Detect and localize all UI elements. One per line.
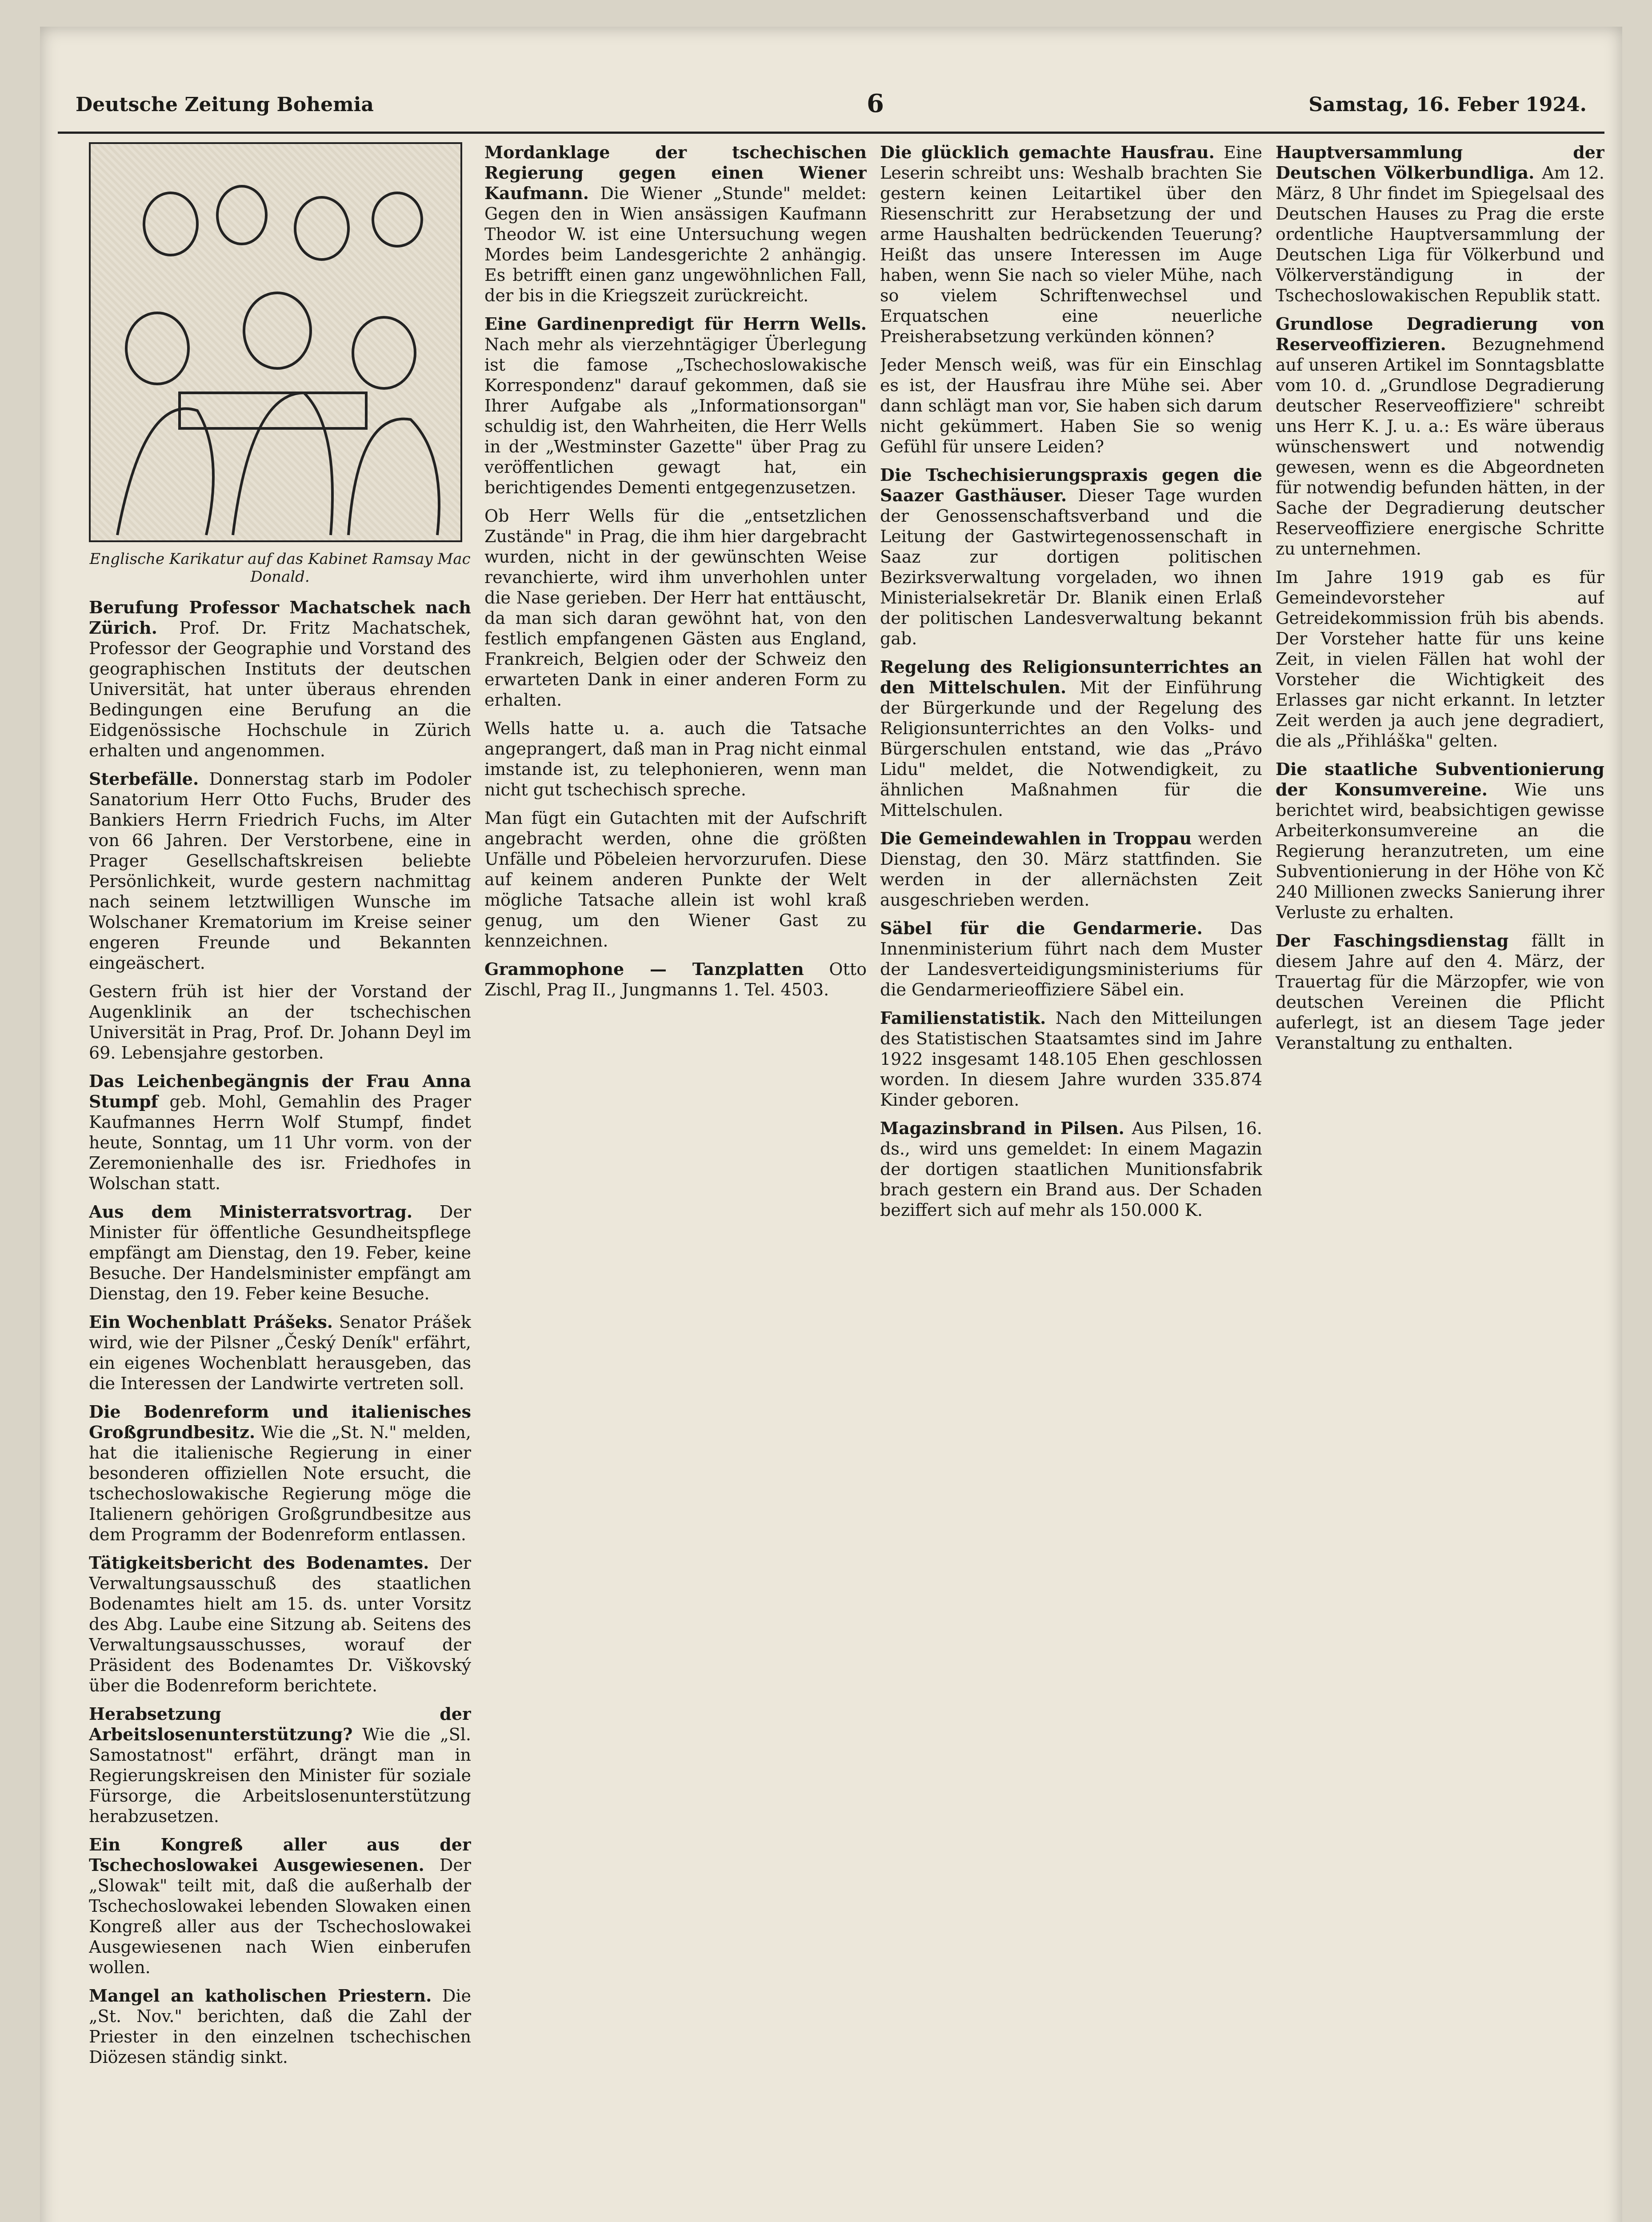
article: [484, 959, 867, 1000]
article: [484, 808, 867, 951]
article-headline: Das Leichenbegängnis der Frau Anna Stumpf: [89, 1071, 471, 1111]
article-headline: Tätigkeitsbericht des Bodenamtes.: [89, 1553, 429, 1573]
article-headline: Ein Kongreß aller aus der Tschechoslowakei Ausgewiesenen.: [89, 1834, 471, 1875]
article-headline: Berufung Professor Machatschek nach Zürich.: [89, 597, 471, 638]
cartoon-drawing-icon: [91, 144, 460, 540]
article-headline: Grammophone — Tanzplatten: [484, 959, 804, 979]
column-3-articles: [880, 142, 1262, 1220]
page-header: [58, 84, 1604, 120]
article: [484, 142, 867, 306]
article-headline: Mangel an katholischen Priestern.: [89, 1986, 432, 2006]
article: [880, 1008, 1262, 1110]
article-headline: Die Tschechisierungspraxis gegen die Saazer Gasthäuser.: [880, 465, 1262, 505]
column-1-articles: [89, 597, 471, 2067]
article-headline: Familienstatistik.: [880, 1008, 1046, 1028]
article-headline: Der Faschingsdienstag: [1276, 931, 1509, 951]
article-body: Bezugnehmend auf unseren Artikel im Sonntagsblatte vom 10. d. „Grundlose Degradierung deutscher Reserveoffiziere" schreibt uns Herr K. J. u. a.: Es wäre überaus wünschenswert und notwendig gewesen, wenn es die Abgeordneten für notwendig befunden hätten, in der Sache der Degradierung deutscher Reserveoffiziere energische Schritte zu unternehmen.: [1276, 335, 1604, 559]
article-headline: Die Bodenreform und italienisches Großgrundbesitz.: [89, 1402, 471, 1442]
article-body: Die „St. Nov." berichten, daß die Zahl der Priester in den einzelnen tschechischen Diözesen ständig sinkt.: [89, 1986, 471, 2067]
issue-date: Samstag, 16. Feber 1924.: [1308, 93, 1587, 116]
article-body: fällt in diesem Jahre auf den 4. März, der Trauertag für die Märzopfer, wie von deutschen Vereinen die Pflicht auferlegt, ist an diesem Tage jeder Veranstaltung zu enthalten.: [1276, 931, 1604, 1053]
article-headline: Grundlose Degradierung von Reserveoffizieren.: [1276, 314, 1604, 354]
article-headline: Die staatliche Subventionierung der Konsumvereine.: [1276, 759, 1604, 799]
column-2: [484, 142, 867, 2222]
article-body: Prof. Dr. Fritz Machatschek, Professor der Geographie und Vorstand des geographischen Instituts der deutschen Universität, hat unter überaus ehrenden Bedingungen eine Berufung an die Eidgenössische Hochschule in Zürich erhalten und angenommen.: [89, 618, 471, 760]
article-body: Donnerstag starb im Podoler Sanatorium Herr Otto Fuchs, Bruder des Bankiers Herrn Friedrich Fuchs, im Alter von 66 Jahren. Der Verstorbene, eine in Prager Gesellschaftskreisen beliebte Persönlichkeit, wurde gestern nachmittag nach seinem letztwilligen Wunsche im Wolschaner Krematorium im Kreise seiner engeren Freunde und Bekannten eingeäschert.: [89, 769, 471, 973]
column-4-articles: [1276, 142, 1604, 1053]
article-headline: Die Gemeindewahlen in Troppau: [880, 828, 1192, 848]
article-headline: Sterbefälle.: [89, 769, 199, 789]
article-body: Der Minister für öffentliche Gesundheitspflege empfängt am Dienstag, den 19. Feber, keine Besuche. Der Handelsminister empfängt am Dienstag, den 19. Feber keine Besuche.: [89, 1202, 471, 1303]
article: [89, 769, 471, 973]
article: [880, 142, 1262, 347]
cartoon-illustration: [89, 142, 462, 542]
article: [484, 506, 867, 710]
article: [484, 314, 867, 498]
article-headline: Mordanklage der tschechischen Regierung gegen einen Wiener Kaufmann.: [484, 142, 867, 203]
article-body: Wie uns berichtet wird, beabsichtigen gewisse Arbeiterkonsumvereine an die Regierung heranzutreten, um eine Subventionierung in der Höhe von Kč 240 Millionen zwecks Sanierung ihrer Verluste zu erhalten.: [1276, 780, 1604, 922]
article-body: Nach mehr als vierzehntägiger Überlegung ist die famose „Tschechoslowakische Korrespondenz" darauf gekommen, daß sie Ihrer Aufgabe als „Informationsorgan" schuldig ist, den Wahrheiten, die Herr Wells in der „Westminster Gazette" über Prag zu veröffentlichen gewagt hat, ein berichtigendes Dementi entgegenzusetzen.: [484, 335, 867, 497]
article-body: Man fügt ein Gutachten mit der Aufschrift angebracht werden, ohne die größten Unfälle und Pöbeleien hervorzurufen. Diese auf keinem anderen Punkte der Welt mögliche Tatsache allein ist wohl kraß genug, um den Wiener Gast zu kennzeichnen.: [484, 808, 867, 951]
article: [89, 1986, 471, 2067]
article-body: Eine Leserin schreibt uns: Weshalb brachten Sie gestern keinen Leitartikel über den Riesenschritt zur Herabsetzung der und arme Haushalten bedrückenden Teuerung? Heißt das unsere Interessen im Auge haben, wenn Sie nach so vieler Mühe, nach so vielem Schriftenwechsel und Erquatschen eine neuerliche Preisherabsetzung verkünden können?: [880, 143, 1262, 346]
article-body: Ob Herr Wells für die „entsetzlichen Zustände" in Prag, die ihm hier dargebracht wurden, nicht in der gewünschten Weise revanchierte, wird ihm unverhohlen unter die Nase gerieben. Der Herr hat enttäuscht, da man sich daran gewöhnt hat, von den festlich empfangenen Gästen aus England, Frankreich, Belgien oder der Schweiz den erwarteten Dank in einer anderen Form zu erhalten.: [484, 506, 867, 710]
article: [880, 918, 1262, 1000]
article-body: Die Wiener „Stunde" meldet: Gegen den in Wien ansässigen Kaufmann Theodor W. ist eine Untersuchung wegen Mordes beim Landesgerichte 2 anhängig. Es betrifft einen ganz ungewöhnlichen Fall, der bis in die Kriegszeit zurückreicht.: [484, 184, 867, 305]
article-headline: Säbel für die Gendarmerie.: [880, 918, 1203, 938]
article-body: Mit der Einführung der Bürgerkunde und der Regelung des Religionsunterrichtes an den Volks- und Bürgerschulen entstand, wie das „Právo Lidu" meldet, die Notwendigkeit, zu ähnlichen Maßnahmen für die Mittelschulen.: [880, 678, 1262, 820]
article-body: Senator Prášek wird, wie der Pilsner „Český Deník" erfährt, ein eigenes Wochenblatt herausgeben, das die Interessen der Landwirte vertreten soll.: [89, 1312, 471, 1393]
article-body: Dieser Tage wurden der Genossenschaftsverband und die Leitung der Gastwirtegenossenschaft in Saaz zur dortigen politischen Bezirksverwaltung vorgeladen, wo ihnen Ministerialsekretär Dr. Blanik einen Erlaß der politischen Landesverwaltung bekannt gab.: [880, 486, 1262, 648]
article-body: Jeder Mensch weiß, was für ein Einschlag es ist, der Hausfrau ihre Mühe sei. Aber dann schlägt man vor, Sie haben sich darum nicht gekümmert. Haben Sie so wenig Gefühl für unsere Leiden?: [880, 355, 1262, 456]
paper-title: Deutsche Zeitung Bohemia: [76, 93, 374, 116]
article-headline: Aus dem Ministerratsvortrag.: [89, 1202, 413, 1222]
article: [89, 981, 471, 1063]
article: [89, 1834, 471, 1978]
article-headline: Herabsetzung der Arbeitslosenunterstützung?: [89, 1704, 471, 1744]
article: [89, 1071, 471, 1194]
article: [1276, 314, 1604, 559]
article-body: Im Jahre 1919 gab es für Gemeindevorsteher auf Getreidekommission früh bis abends. Der Vorsteher hatte für uns keine Zeit, in vielen Fällen hat wohl der Vorsteher die Wichtigkeit des Erlasses gar nicht erkannt. In letzter Zeit werden ja auch jene degradiert, die als „Přihláška" gelten.: [1276, 567, 1604, 751]
article: [89, 597, 471, 761]
article: [1276, 931, 1604, 1053]
article: [1276, 567, 1604, 751]
article-headline: Magazinsbrand in Pilsen.: [880, 1118, 1124, 1138]
header-rule: [58, 132, 1604, 134]
cartoon-caption: Englische Karikatur auf das Kabinet Ramsay Mac Donald.: [89, 550, 471, 586]
article: [880, 828, 1262, 910]
article-body: geb. Mohl, Gemahlin des Prager Kaufmannes Herrn Wolf Stumpf, findet heute, Sonntag, um 11 Uhr vorm. von der Zeremonienhalle des isr. Friedhofes in Wolschan statt.: [89, 1092, 471, 1193]
article: [1276, 142, 1604, 306]
article-body: Der Verwaltungsausschuß des staatlichen Bodenamtes hielt am 15. ds. unter Vorsitz des Abg. Laube eine Sitzung ab. Seitens des Verwaltungsausschusses, worauf der Präsident des Bodenamtes Dr. Viškovský über die Bodenreform berichtete.: [89, 1553, 471, 1695]
column-3: [880, 142, 1262, 2222]
article-body: Otto Zischl, Prag II., Jungmanns 1. Tel. 4503.: [484, 959, 867, 999]
article: [89, 1402, 471, 1545]
article: [1276, 759, 1604, 923]
article: [880, 657, 1262, 820]
article-headline: Regelung des Religionsunterrichtes an den Mittelschulen.: [880, 657, 1262, 697]
article-body: Wells hatte u. a. auch die Tatsache angeprangert, daß man in Prag nicht einmal imstande ist, zu telephonieren, wenn man nicht gut tschechisch spreche.: [484, 719, 867, 799]
article-body: Der „Slowak" teilt mit, daß die außerhalb der Tschechoslowakei lebenden Slowaken einen Kongreß aller aus der Tschechoslowakei Ausgewiesenen nach Wien einberufen wollen.: [89, 1855, 471, 1977]
article: [880, 355, 1262, 457]
article: [880, 465, 1262, 649]
article: [89, 1312, 471, 1394]
article: [484, 718, 867, 800]
page-number: 6: [867, 89, 884, 118]
article-body: Aus Pilsen, 16. ds., wird uns gemeldet: In einem Magazin der dortigen staatlichen Munitionsfabrik brach gestern ein Brand aus. Der Schaden beziffert sich auf mehr als 150.000 K.: [880, 1119, 1262, 1220]
article-headline: Hauptversammlung der Deutschen Völkerbundliga.: [1276, 142, 1604, 183]
article-body: werden Dienstag, den 30. März stattfinden. Sie werden in der allernächsten Zeit ausgeschrieben werden.: [880, 829, 1262, 910]
article: [89, 1704, 471, 1826]
article: [89, 1202, 471, 1304]
article-headline: Die glücklich gemachte Hausfrau.: [880, 142, 1215, 162]
column-4: [1276, 142, 1604, 2222]
article: [89, 1553, 471, 1696]
article-headline: Eine Gardinenpredigt für Herrn Wells.: [484, 314, 867, 334]
column-1: [89, 142, 471, 2222]
article-headline: Ein Wochenblatt Prášeks.: [89, 1312, 333, 1332]
article-body: Nach den Mitteilungen des Statistischen Staatsamtes sind im Jahre 1922 insgesamt 148.105 Ehen geschlossen worden. In diesem Jahre wurden 335.874 Kinder geboren.: [880, 1008, 1262, 1110]
column-2-articles: [484, 142, 867, 1000]
newspaper-page: [40, 27, 1622, 2222]
article-body: Das Innenministerium führt nach dem Muster der Landesverteidigungsministeriums für die Gendarmerieoffiziere Säbel ein.: [880, 919, 1262, 999]
article-body: Am 12. März, 8 Uhr findet im Spiegelsaal des Deutschen Hauses zu Prag die erste ordentliche Hauptversammlung der Deutschen Liga für Völkerbund und Völkerverständigung in der Tschechoslowakischen Republik statt.: [1276, 163, 1604, 305]
article-body: Gestern früh ist hier der Vorstand der Augenklinik an der tschechischen Universität in Prag, Prof. Dr. Johann Deyl im 69. Lebensjahre gestorben.: [89, 982, 471, 1063]
article-body: Wie die „Sl. Samostatnost" erfährt, drängt man in Regierungskreisen den Minister für soziale Fürsorge, die Arbeitslosenunterstützung herabzusetzen.: [89, 1725, 471, 1826]
article-body: Wie die „St. N." melden, hat die italienische Regierung in einer besonderen offiziellen Note ersucht, die tschechoslowakische Regierung möge die Italienern gehörigen Großgrundbesitze aus dem Programm der Bodenreform entlassen.: [89, 1423, 471, 1544]
article: [880, 1118, 1262, 1220]
